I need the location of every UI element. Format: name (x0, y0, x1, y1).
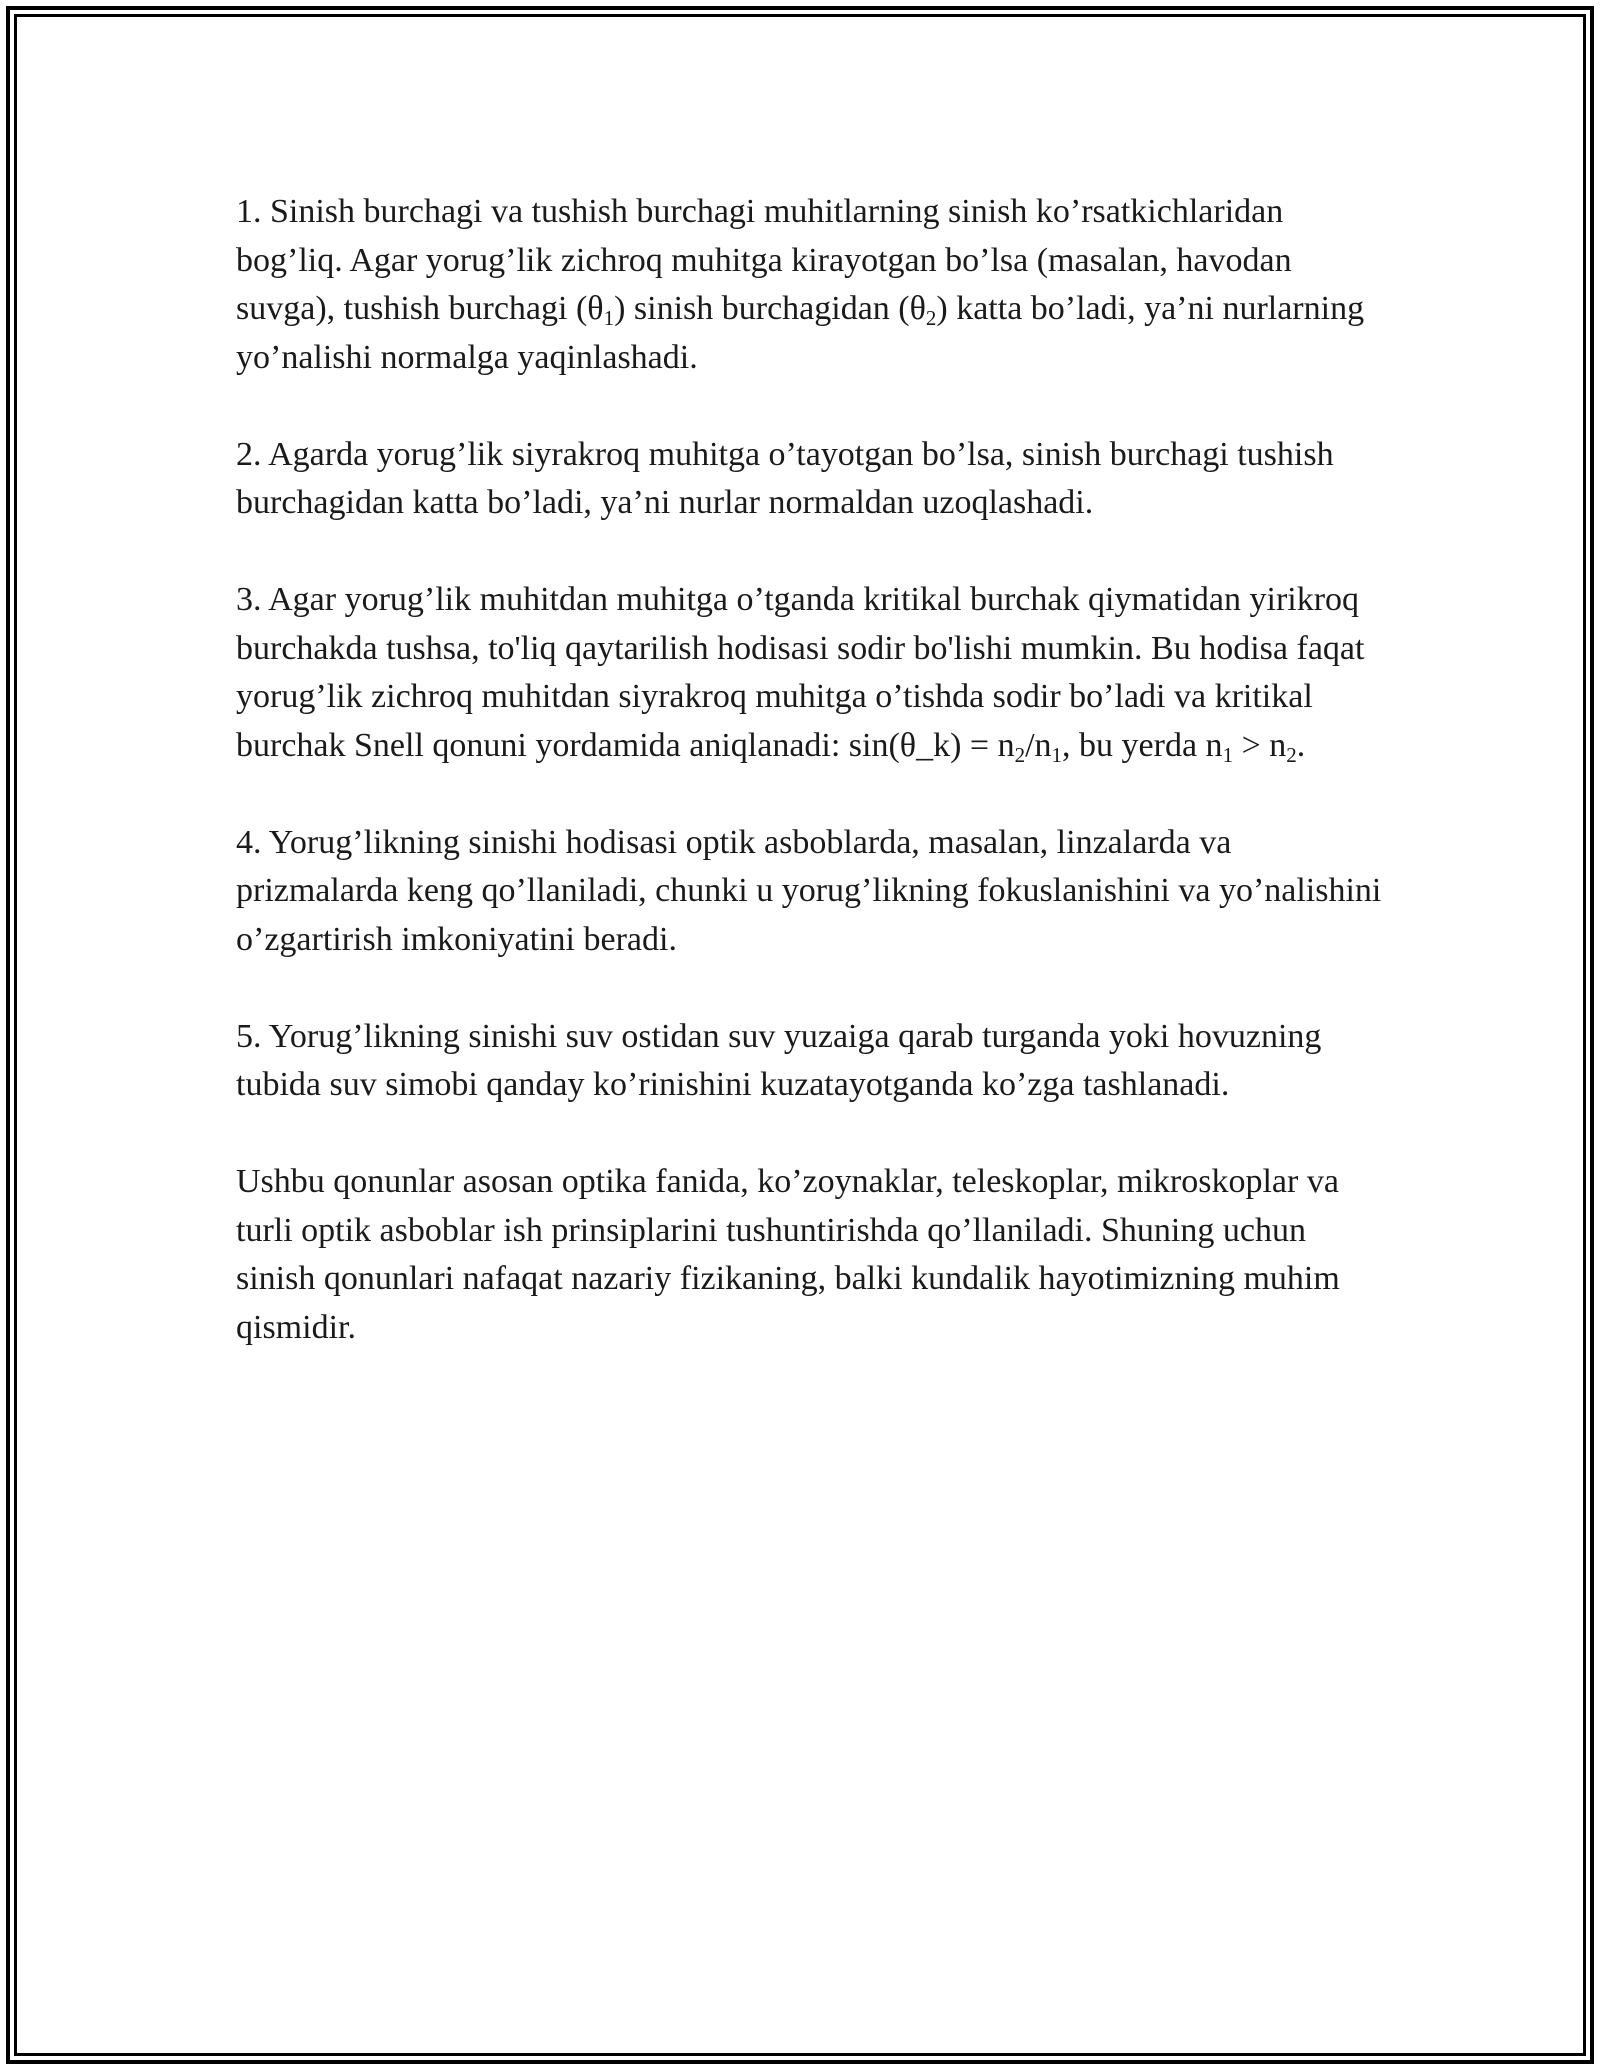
paragraph-1 (236, 188, 1386, 382)
paragraph-1-text-a: 1. Sinish burchagi va tushish burchagi muhitlarning sinish ko’rsatkichlaridan bog’liq. Agar yorug’lik zichroq muhitga kirayotgan bo’lsa (masalan, havodan suvga), tushish burchagi (θ (236, 193, 1292, 327)
paragraph-3-text-e: , bu yerda n (1062, 726, 1223, 764)
paragraph-3-text-g: > n (1233, 726, 1287, 764)
paragraph-1-text-e: ) katta bo’ladi, ya’ni nurlarning yo’nalishi normalga yaqinlashadi. (236, 290, 1365, 376)
subscript-n2-b: 2 (1286, 742, 1297, 767)
subscript-n1: 1 (1051, 742, 1063, 767)
paragraph-4: 4. Yorug’likning sinishi hodisasi optik asboblarda, masalan, linzalarda va prizmalarda keng qo’llaniladi, chunki u yorug’likning fokuslanishini va yo’nalishini o’zgartirish imkoniyatini beradi. (236, 823, 1382, 958)
subscript-n2: 2 (1014, 742, 1026, 767)
paragraph-1-text-c: ) sinish burchagidan (θ (614, 290, 926, 327)
subscript-n1-b: 1 (1222, 742, 1234, 767)
paragraph-3-text-i: . (1296, 726, 1306, 764)
paragraph-5: 5. Yorug’likning sinishi suv ostidan suv yuzaiga qarab turganda yoki hovuzning tubida suv simobi qanday ko’rinishini kuzatayotganda ko’zga tashlanadi. (236, 1017, 1322, 1103)
paragraph-2: 2. Agarda yorug’lik siyrakroq muhitga o’tayotgan bo’lsa, sinish burchagi tushish burchagidan katta bo’ladi, ya’ni nurlar normaldan uzoqlashadi. (236, 435, 1334, 521)
paragraph-6: Ushbu qonunlar asosan optika fanida, ko’zoynaklar, teleskoplar, mikroskoplar va turli optik asboblar ish prinsiplarini tushuntirishda qo’llaniladi. Shuning uchun sinish qonunlari nafaqat nazariy fizikaning, balki kundalik hayotimizning muhim qismidir. (236, 1163, 1340, 1346)
subscript-2: 2 (925, 306, 937, 330)
paragraph-3-text-c: /n (1025, 726, 1052, 764)
paragraph-3 (236, 576, 1386, 770)
document-body (236, 188, 1386, 1352)
subscript-1: 1 (603, 306, 615, 330)
paragraph-3-text-a: 3. Agar yorug’lik muhitdan muhitga o’tganda kritikal burchak qiymatidan yirikroq burchakda tushsa, to'liq qaytarilish hodisasi sodir bo'lishi mumkin. Bu hodisa faqat yorug’lik zichroq muhitdan siyrakroq muhitga o’tishda sodir bo’ladi va kritikal burchak Snell qonuni yordamida aniqlanadi: sin(θ_k) = n (236, 581, 1365, 764)
